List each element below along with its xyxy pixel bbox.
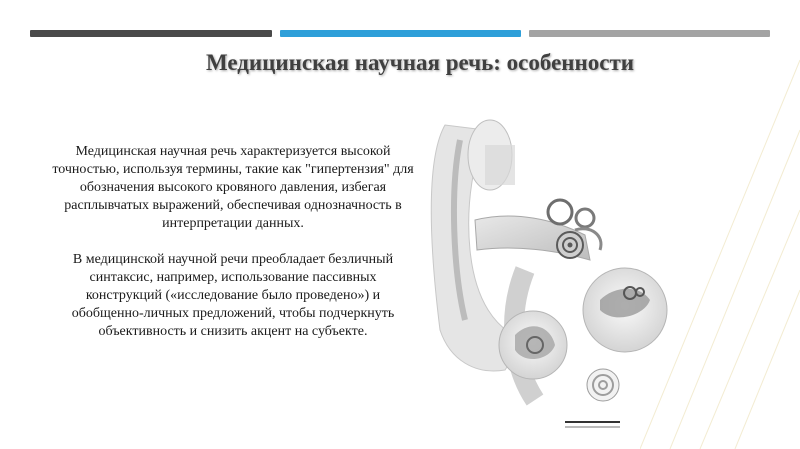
slide-title: Медицинская научная речь: особенности (205, 50, 635, 75)
header-bar-blue (280, 30, 521, 37)
paragraph-syntax: В медицинской научной речи преобладает безличный синтаксис, например, использование пассивных конструкций («исследование было проведено») и обобщенно-личных предложений, чтобы подчеркнуть объективность и снизить акцент на субъекте. (71, 252, 395, 339)
header-bar-gray (529, 30, 770, 37)
slide-body (50, 143, 416, 359)
paragraph-precision: Медицинская научная речь характеризуется высокой точностью, используя термины, такие как "гипертензия" для обозначения высокого кровяного давления, избегая расплывчатых выражений, обеспечивая однозначность в интерпретации данных. (52, 144, 414, 231)
header-bar-dark (30, 30, 272, 37)
ear-anatomy-image (415, 100, 715, 440)
